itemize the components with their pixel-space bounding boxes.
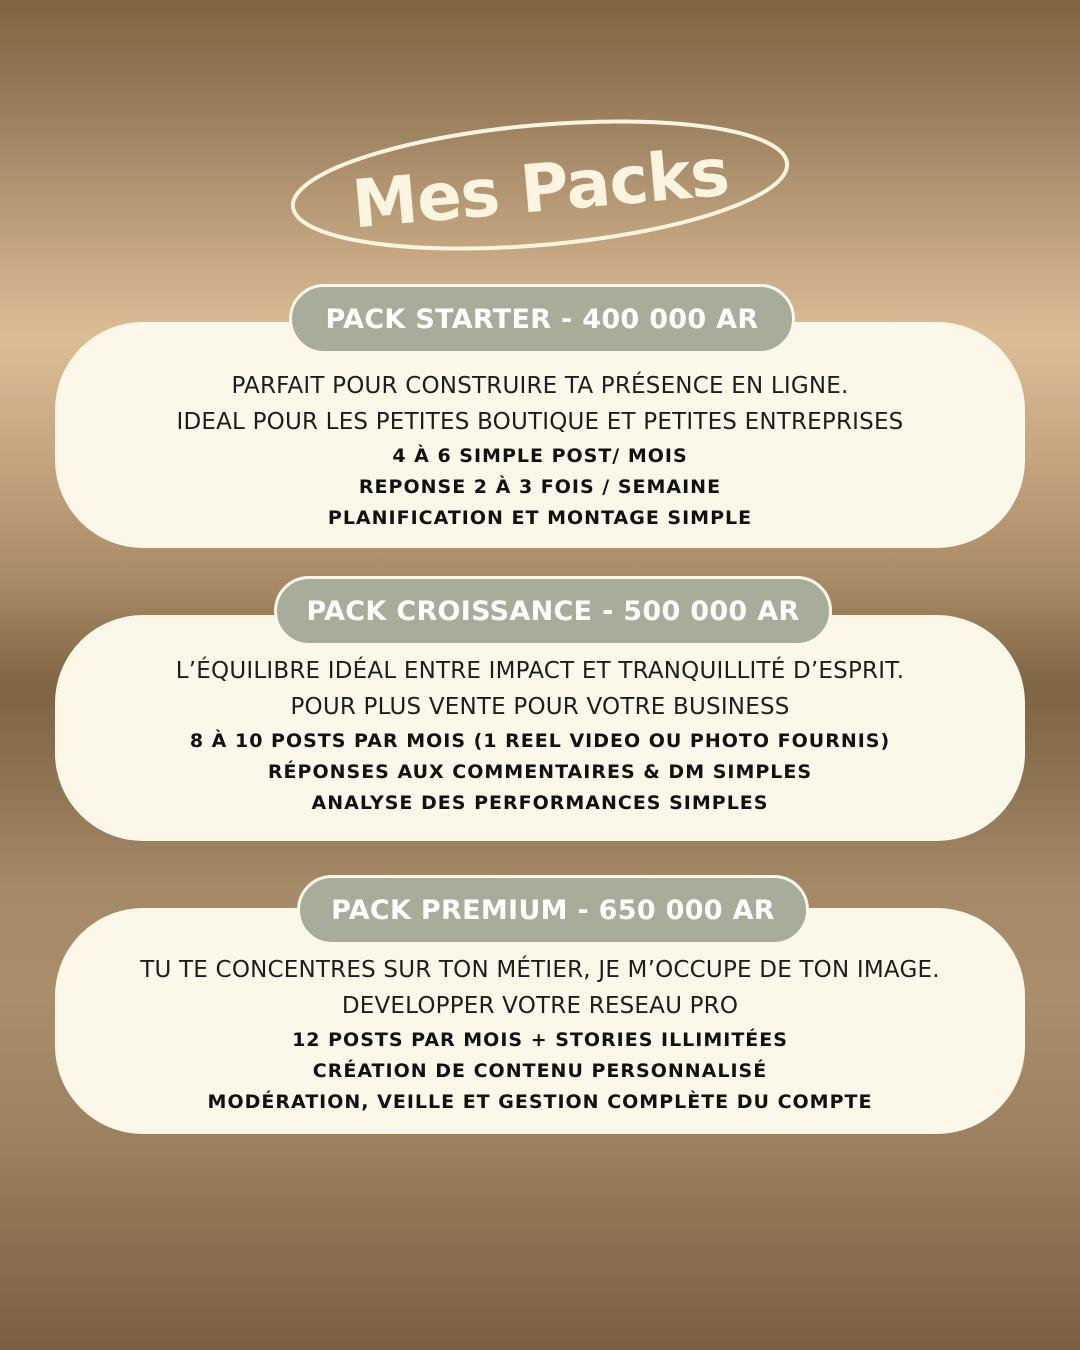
- title-block: [280, 110, 800, 260]
- pack-feature: 4 À 6 SIMPLE POST/ MOIS: [392, 445, 688, 467]
- pack-feature: REPONSE 2 À 3 FOIS / SEMAINE: [358, 476, 722, 498]
- pack-feature: MODÉRATION, VEILLE ET GESTION COMPLÈTE DU COMPTE: [207, 1091, 873, 1113]
- pack-card-body: [55, 368, 1025, 534]
- pack-card-body: [55, 952, 1025, 1118]
- pack-feature: PLANIFICATION ET MONTAGE SIMPLE: [327, 507, 753, 529]
- pack-feature: ANALYSE DES PERFORMANCES SIMPLES: [311, 792, 769, 814]
- pack-description-line: TU TE CONCENTRES SUR TON MÉTIER, JE M’OCCUPE DE TON IMAGE.: [140, 957, 940, 983]
- pack-description-line: DEVELOPPER VOTRE RESEAU PRO: [341, 993, 739, 1019]
- pack-feature: 12 POSTS PAR MOIS + STORIES ILLIMITÉES: [292, 1029, 788, 1051]
- pack-badge-premium: PACK PREMIUM - 650 000 AR: [297, 875, 809, 945]
- pack-feature: 8 À 10 POSTS PAR MOIS (1 REEL VIDEO OU PHOTO FOURNIS): [189, 730, 891, 752]
- pack-description-line: IDEAL POUR LES PETITES BOUTIQUE ET PETITES ENTREPRISES: [176, 409, 904, 435]
- pack-description-line: POUR PLUS VENTE POUR VOTRE BUSINESS: [290, 694, 790, 720]
- pack-badge-starter: PACK STARTER - 400 000 AR: [289, 284, 795, 354]
- pack-feature: CRÉATION DE CONTENU PERSONNALISÉ: [312, 1060, 768, 1082]
- pack-description-line: PARFAIT POUR CONSTRUIRE TA PRÉSENCE EN LIGNE.: [231, 373, 849, 399]
- pack-badge-croissance: PACK CROISSANCE - 500 000 AR: [274, 576, 832, 646]
- pack-feature: RÉPONSES AUX COMMENTAIRES & DM SIMPLES: [267, 761, 813, 783]
- page-title: Mes Packs: [349, 133, 732, 243]
- pack-card-starter: [55, 322, 1025, 548]
- pack-card-croissance: [55, 615, 1025, 841]
- pack-card-body: [55, 653, 1025, 819]
- pack-description-line: L’ÉQUILIBRE IDÉAL ENTRE IMPACT ET TRANQUILLITÉ D’ESPRIT.: [175, 658, 905, 684]
